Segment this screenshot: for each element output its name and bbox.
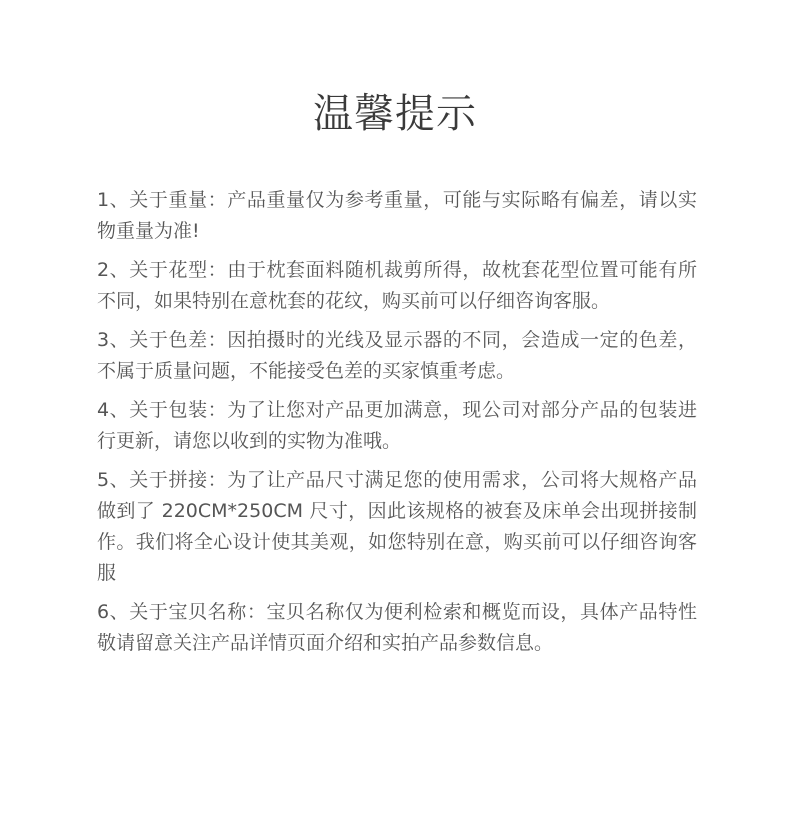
- note-color-difference: 3、关于色差：因拍摄时的光线及显示器的不同，会造成一定的色差，不属于质量问题，不能接受色差的买家慎重考虑。: [97, 329, 697, 382]
- note-weight: 1、关于重量：产品重量仅为参考重量，可能与实际略有偏差，请以实物重量为准!: [97, 189, 697, 242]
- notes-list: [97, 185, 697, 667]
- note-product-name: 6、关于宝贝名称：宝贝名称仅为便利检索和概览而设，具体产品特性敬请留意关注产品详情页面介绍和实拍产品参数信息。: [97, 601, 697, 654]
- note-splicing: 5、关于拼接：为了让产品尺寸满足您的使用需求，公司将大规格产品做到了 220CM*250CM 尺寸，因此该规格的被套及床单会出现拼接制作。我们将全心设计使其美观，如您特别在意，购买前可以仔细咨询客服: [97, 469, 697, 584]
- note-pattern: 2、关于花型：由于枕套面料随机裁剪所得，故枕套花型位置可能有所不同，如果特别在意枕套的花纹，购买前可以仔细咨询客服。: [97, 259, 697, 312]
- page-title: 温馨提示: [313, 91, 477, 137]
- note-packaging: 4、关于包装：为了让您对产品更加满意，现公司对部分产品的包装进行更新，请您以收到的实物为准哦。: [97, 399, 697, 452]
